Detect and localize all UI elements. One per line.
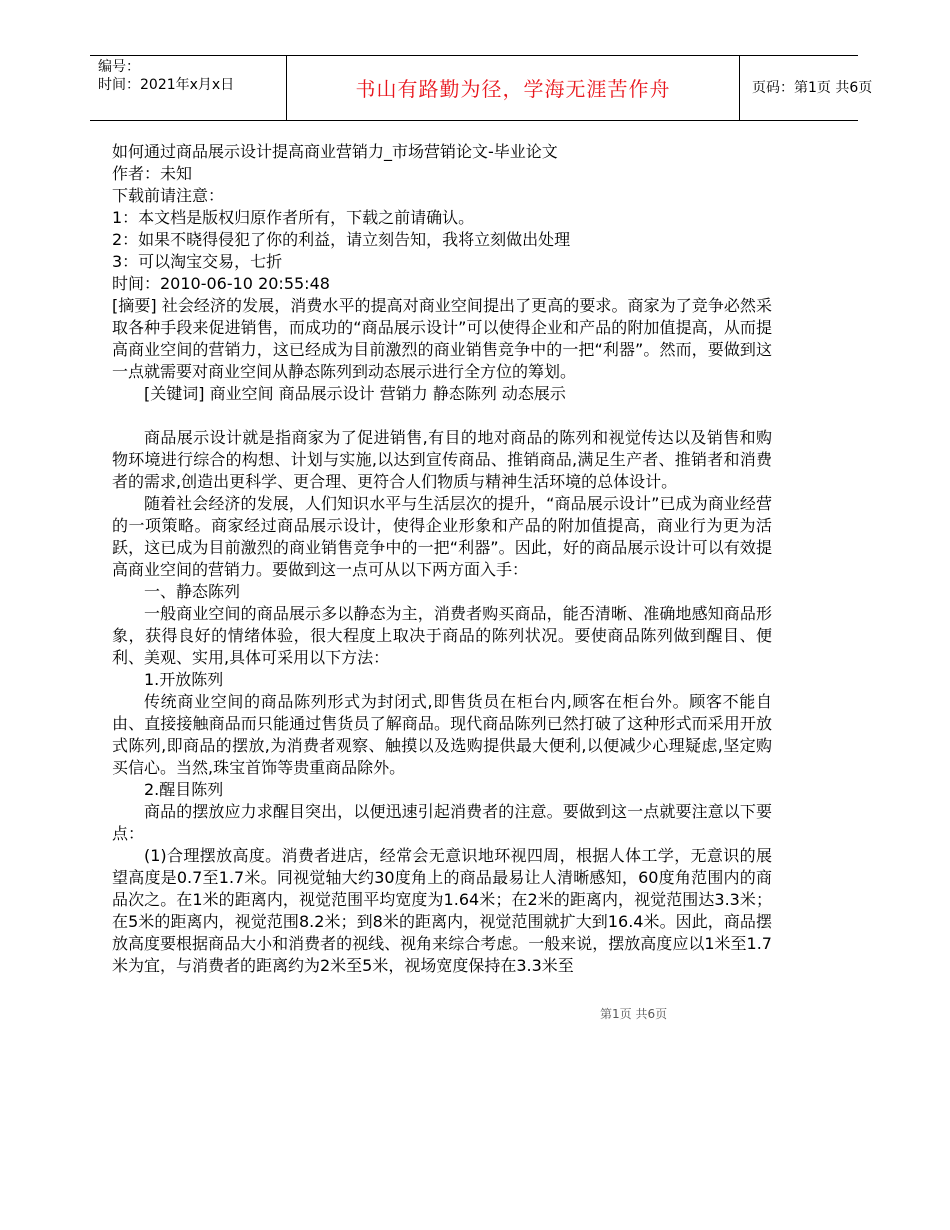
author-line: 作者：未知 [112,164,193,183]
notice-item: 3：可以淘宝交易，七折 [112,252,283,271]
body-paragraph: 商品的摆放应力求醒目突出，以便迅速引起消费者的注意。要做到这一点就要注意以下要点： [112,802,772,843]
notice-item: 2：如果不晓得侵犯了你的利益，请立刻告知，我将立刻做出处理 [112,230,571,249]
code-label: 编号： [98,59,140,75]
time-label: 时间：2021年x月x日 [98,77,235,93]
blank-line [112,405,772,427]
header-left-cell [90,56,286,120]
header-motto-cell [286,56,740,120]
document-body [112,141,772,977]
body-paragraph: 一般商业空间的商品展示多以静态为主，消费者购买商品，能否清晰、准确地感知商品形象，获得良好的情绪体验，很大程度上取决于商品的陈列状况。要使商品陈列做到醒目、便利、美观、实用,具体可采用以下方法： [112,604,772,667]
header-right-cell [740,56,873,120]
section-heading: 一、静态陈列 [144,582,241,601]
notice-item: 1：本文档是版权归原作者所有，下载之前请确认。 [112,208,475,227]
keywords-line: [关键词] 商业空间 商品展示设计 营销力 静态陈列 动态展示 [144,384,566,403]
abstract-paragraph: [摘要] 社会经济的发展，消费水平的提高对商业空间提出了更高的要求。商家为了竞争必然采取各种手段来促进销售，而成功的“商品展示设计”可以使得企业和产品的附加值提高，从而提高商业空间的营销力，这已经成为目前激烈的商业销售竞争中的一把“利器”。然而，要做到这一点就需要对商业空间从静态陈列到动态展示进行全方位的筹划。 [112,296,772,381]
page-info: 页码：第1页 共6页 [752,80,873,96]
body-paragraph: (1)合理摆放高度。消费者进店，经常会无意识地环视四周，根据人体工学，无意识的展望高度是0.7至1.7米。同视觉轴大约30度角上的商品最易让人清晰感知，60度角范围内的商品次之。在1米的距离内，视觉范围平均宽度为1.64米；在2米的距离内，视觉范围达3.3米；在5米的距离内，视觉范围8.2米；到8米的距离内，视觉范围就扩大到16.4米。因此，商品摆放高度要根据商品大小和消费者的视线、视角来综合考虑。一般来说，摆放高度应以1米至1.7米为宜，与消费者的距离约为2米至5米，视场宽度保持在3.3米至 [112,846,772,975]
motto-text: 书山有路勤为径，学海无涯苦作舟 [355,77,671,101]
body-paragraph: 商品展示设计就是指商家为了促进销售,有目的地对商品的陈列和视觉传达以及销售和购物环境进行综合的构想、计划与实施,以达到宣传商品、推销商品,满足生产者、推销者和消费者的需求,创造出更科学、更合理、更符合人们物质与精神生活环境的总体设计。 [112,428,772,491]
body-paragraph: 传统商业空间的商品陈列形式为封闭式,即售货员在柜台内,顾客在柜台外。顾客不能自由、直接接触商品而只能通过售货员了解商品。现代商品陈列已然打破了这种形式而采用开放式陈列,即商品的摆放,为消费者观察、触摸以及选购提供最大便利,以便减少心理疑虑,坚定购买信心。当然,珠宝首饰等贵重商品除外。 [112,692,772,777]
document-header [90,55,873,121]
notice-heading: 下载前请注意： [112,186,225,205]
body-paragraph: 随着社会经济的发展，人们知识水平与生活层次的提升，“商品展示设计”已成为商业经营的一项策略。商家经过商品展示设计，使得企业形象和产品的附加值提高，商业行为更为活跃，这已成为目前激烈的商业销售竞争中的一把“利器”。因此，好的商品展示设计可以有效提高商业空间的营销力。要做到这一点可从以下两方面入手： [112,494,772,579]
subsection-heading: 1.开放陈列 [144,670,224,689]
publish-time: 时间：2010-06-10 20:55:48 [112,274,330,293]
page-footer: 第1页 共6页 [600,1007,668,1021]
subsection-heading: 2.醒目陈列 [144,780,224,799]
document-title: 如何通过商品展示设计提高商业营销力_市场营销论文-毕业论文 [112,142,558,161]
